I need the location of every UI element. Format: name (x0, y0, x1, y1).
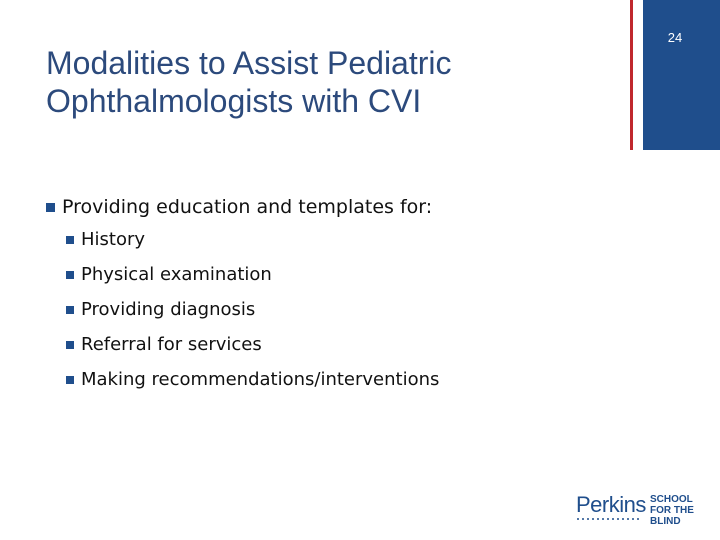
sub-bullet-text: Providing diagnosis (81, 299, 256, 320)
sub-bullet-text: Referral for services (81, 334, 262, 355)
logo-tag-line-1: SCHOOL (650, 494, 693, 505)
square-bullet-icon (46, 203, 55, 212)
square-bullet-icon (66, 376, 74, 384)
square-bullet-icon (66, 306, 74, 314)
square-bullet-icon (66, 271, 74, 279)
perkins-logo (576, 492, 716, 528)
sub-bullet-providing-diagnosis (46, 292, 606, 327)
page-number: 24 (667, 30, 683, 45)
braille-dots-icon (577, 518, 643, 524)
main-bullet (46, 192, 606, 222)
logo-tag-line-3: BLIND (650, 516, 681, 527)
main-bullet-text: Providing education and templates for: (62, 196, 433, 218)
logo-tagline (650, 494, 716, 527)
sub-bullet-text: Making recommendations/interventions (81, 369, 440, 390)
square-bullet-icon (66, 236, 74, 244)
accent-red-line (630, 0, 633, 150)
slide-title: Modalities to Assist Pediatric Ophthalmologists with CVI (46, 45, 452, 119)
sub-bullet-recommendations (46, 362, 606, 397)
logo-tag-line-2: FOR THE (650, 505, 694, 516)
sub-bullet-referral (46, 327, 606, 362)
sub-bullet-history (46, 222, 606, 257)
accent-blue-panel (643, 0, 720, 150)
bullet-list (46, 192, 606, 397)
sub-bullet-text: History (81, 229, 146, 250)
square-bullet-icon (66, 341, 74, 349)
sub-bullet-text: Physical examination (81, 264, 272, 285)
sub-bullet-physical-examination (46, 257, 606, 292)
logo-wordmark: Perkins (576, 492, 646, 517)
